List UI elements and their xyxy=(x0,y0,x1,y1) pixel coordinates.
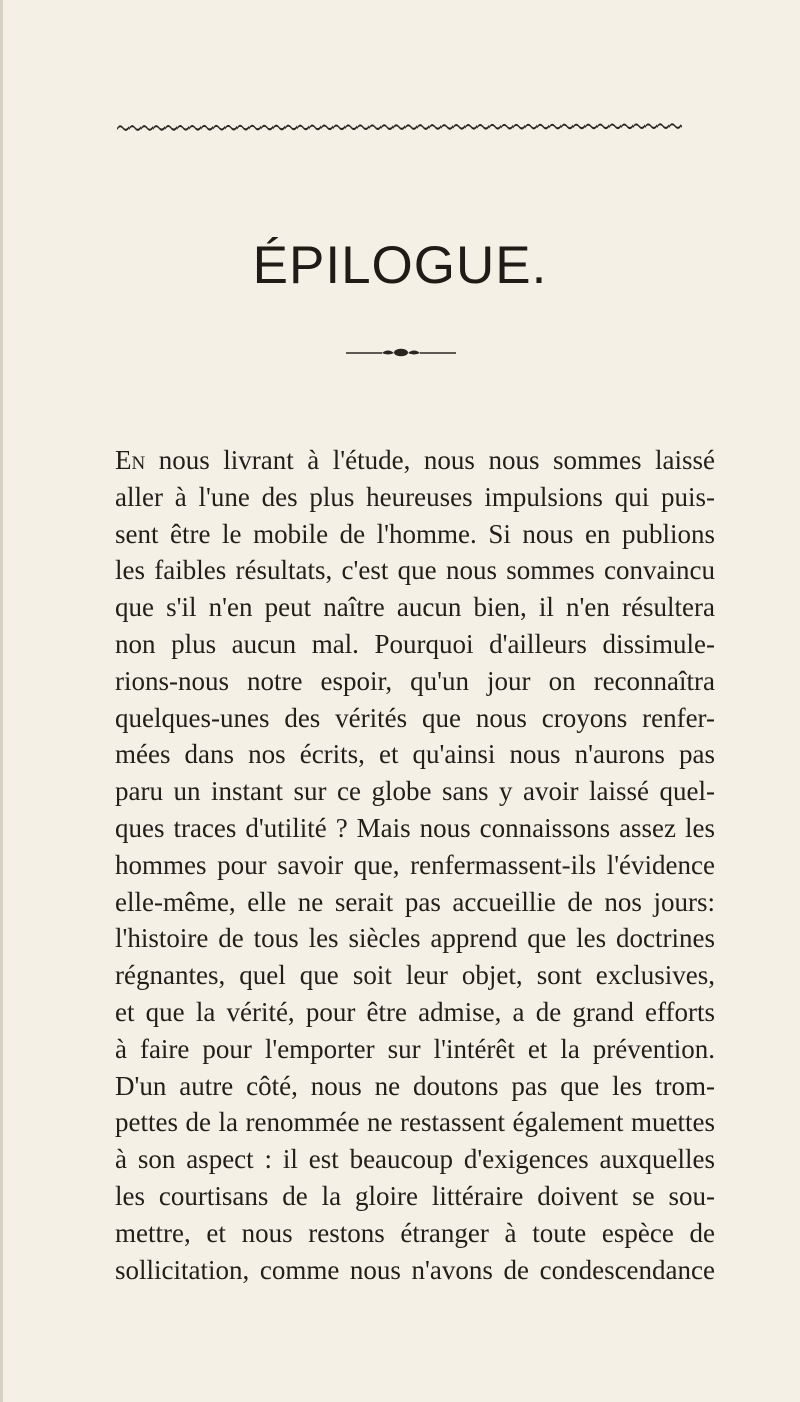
text-line: D'un autre côté, nous ne doutons pas que les trom- xyxy=(115,1070,715,1101)
ornament-segment xyxy=(129,125,141,131)
ornament-segment xyxy=(117,125,129,131)
ornament-segment xyxy=(165,125,177,131)
ornament-segment xyxy=(225,125,237,131)
ornament-segment xyxy=(501,124,513,130)
text-line: que s'il n'en peut naître aucun bien, il n'en résultera xyxy=(115,592,715,623)
ornament-segment xyxy=(369,124,381,130)
ornament-segment xyxy=(525,124,537,130)
ornament-segment xyxy=(261,125,273,131)
top-ornament-border xyxy=(117,119,682,133)
ornament-segment xyxy=(669,123,681,129)
ornament-segment xyxy=(285,125,297,131)
ornament-segment xyxy=(417,124,429,130)
ornament-segment xyxy=(489,124,501,130)
text-line: et que la vérité, pour être admise, a de grand efforts xyxy=(115,996,715,1027)
ornament-segment xyxy=(141,125,153,131)
ornament-segment xyxy=(345,124,357,130)
text-line: les faibles résultats, c'est que nous sommes convaincu xyxy=(115,555,715,586)
ornament-segment xyxy=(393,124,405,130)
ornament-segment xyxy=(573,124,585,130)
text-line: ques traces d'utilité ? Mais nous connaissons assez les xyxy=(115,812,715,843)
ornament-segment xyxy=(321,125,333,131)
ornament-segment xyxy=(201,125,213,131)
ornament-segment xyxy=(357,124,369,130)
ornament-segment xyxy=(153,125,165,131)
ornament-segment xyxy=(249,125,261,131)
opening-word: En xyxy=(115,445,146,475)
ornament-segment xyxy=(237,125,249,131)
ornament-segment xyxy=(633,123,645,129)
ornament-segment xyxy=(381,124,393,130)
text-line: l'histoire de tous les siècles apprend que les doctrines xyxy=(115,923,715,954)
text-line: elle-même, elle ne serait pas accueillie de nos jours: xyxy=(115,886,715,917)
text-line: aller à l'une des plus heureuses impulsions qui puis- xyxy=(115,481,715,512)
ornament-segment xyxy=(657,123,669,129)
ornament-segment xyxy=(309,125,321,131)
ornament-segment xyxy=(405,124,417,130)
ornament-segment xyxy=(177,125,189,131)
ornament-segment xyxy=(477,124,489,130)
ornament-segment xyxy=(213,125,225,131)
ornament-segment xyxy=(597,124,609,130)
text-line: les courtisans de la gloire littéraire doivent se sou- xyxy=(115,1180,715,1211)
ornament-segment xyxy=(681,123,682,129)
ornament-segment xyxy=(465,124,477,130)
text-line: non plus aucun mal. Pourquoi d'ailleurs dissimule- xyxy=(115,628,715,659)
page-edge xyxy=(0,0,3,1402)
ornament-segment xyxy=(609,123,621,129)
text-line: pettes de la renommée ne restassent également muettes xyxy=(115,1107,715,1138)
ornament-segment xyxy=(297,125,309,131)
ornament-segment xyxy=(429,124,441,130)
text-line: sent être le mobile de l'homme. Si nous en publions xyxy=(115,518,715,549)
text-line: régnantes, quel que soit leur objet, sont exclusives, xyxy=(115,960,715,991)
title-rule-ornament xyxy=(346,346,456,358)
text-line: hommes pour savoir que, renfermassent-ils l'évidence xyxy=(115,849,715,880)
text-line: mettre, et nous restons étranger à toute espèce de xyxy=(115,1217,715,1248)
text-line: mées dans nos écrits, et qu'ainsi nous n'aurons pas xyxy=(115,739,715,770)
ornament-segment xyxy=(333,124,345,130)
text-line xyxy=(115,442,715,479)
ornament-segment xyxy=(189,125,201,131)
text-line-content: nous livrant à l'étude, nous nous sommes laissé xyxy=(145,445,715,475)
ornament-segment xyxy=(549,124,561,130)
text-line: sollicitation, comme nous n'avons de condescendance xyxy=(115,1254,715,1285)
ornament-segment xyxy=(453,124,465,130)
text-line: rions-nous notre espoir, qu'un jour on reconnaîtra xyxy=(115,665,715,696)
ornament-segment xyxy=(441,124,453,130)
text-line: quelques-unes des vérités que nous croyons renfer- xyxy=(115,702,715,733)
ornament-segment xyxy=(645,123,657,129)
ornament-segment xyxy=(561,124,573,130)
page-title: ÉPILOGUE. xyxy=(252,236,548,295)
text-line: à son aspect : il est beaucoup d'exigences auxquelles xyxy=(115,1144,715,1175)
epilogue-paragraph xyxy=(115,442,715,1288)
ornament-segment xyxy=(621,123,633,129)
text-line: à faire pour l'emporter sur l'intérêt et la prévention. xyxy=(115,1033,715,1064)
ornament-segment xyxy=(513,124,525,130)
text-line: paru un instant sur ce globe sans y avoir laissé quel- xyxy=(115,776,715,807)
ornament-segment xyxy=(273,125,285,131)
ornament-segment xyxy=(537,124,549,130)
ornament-segment xyxy=(585,124,597,130)
